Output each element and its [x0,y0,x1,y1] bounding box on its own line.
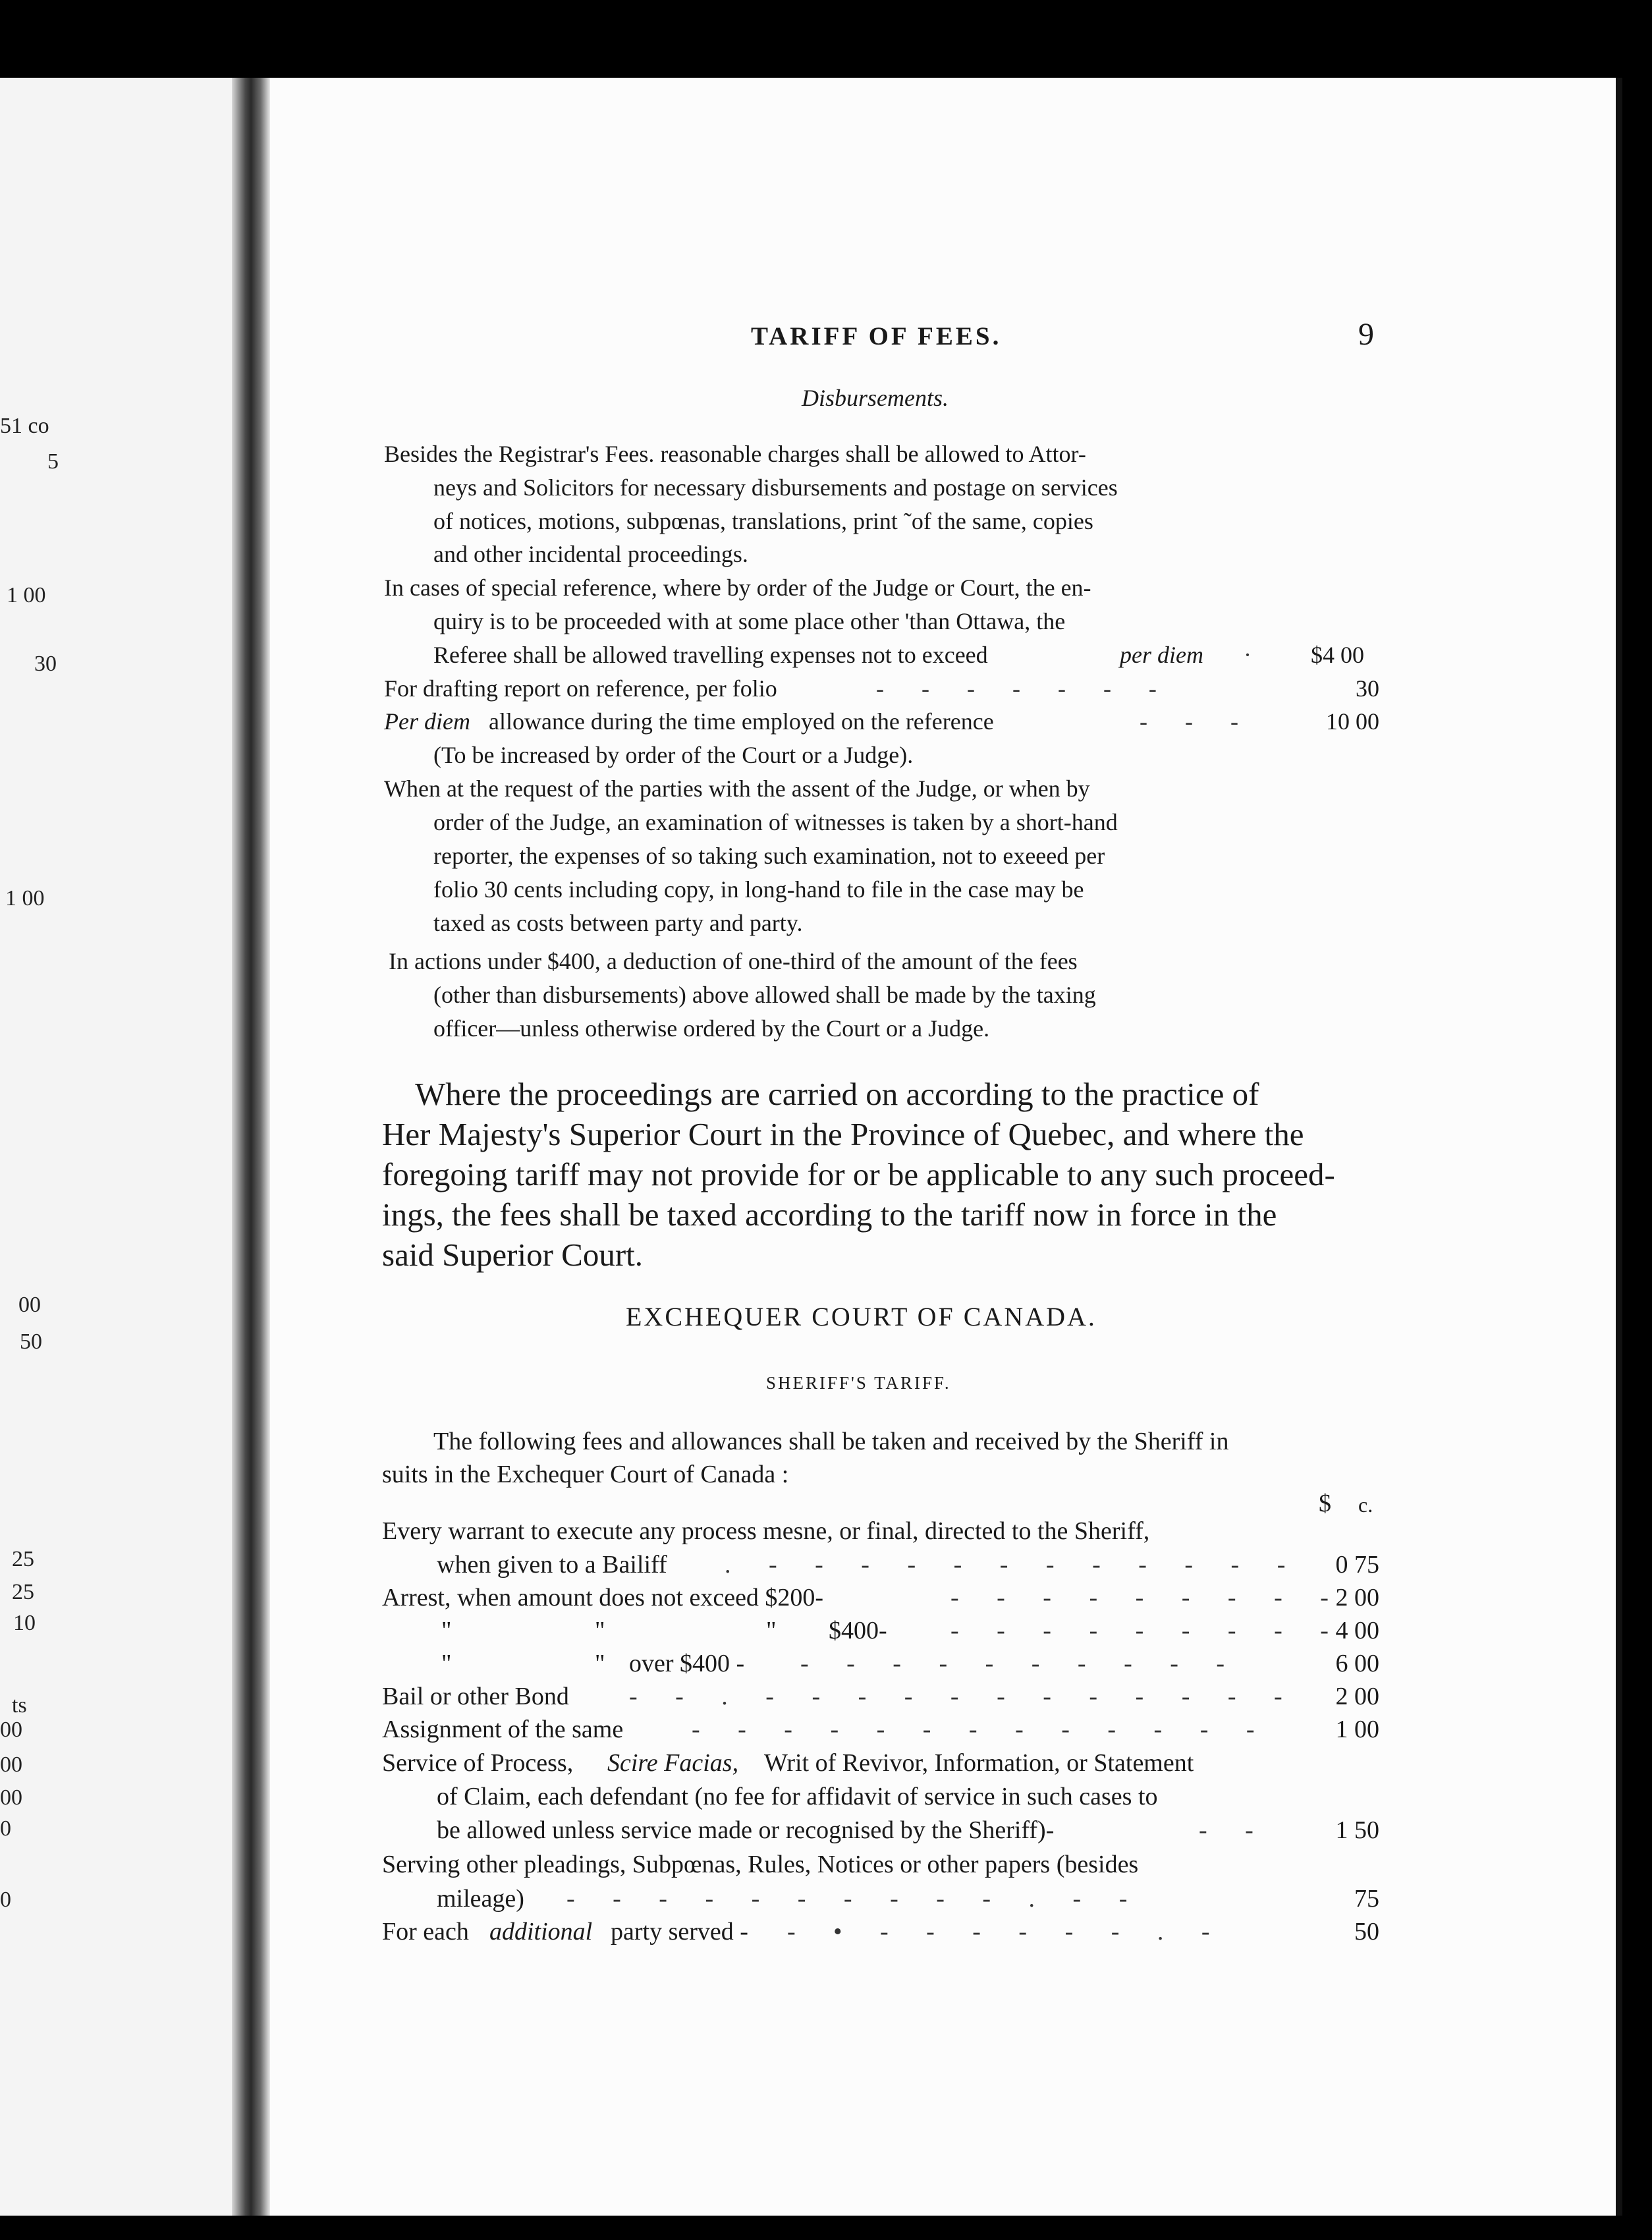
margin-number: 50 [20,1330,42,1354]
fee-row [0,641,1652,674]
column-header-dollars: $ [1319,1490,1331,1517]
fee-row [0,1715,1652,1748]
margin-number: 25 [12,1547,34,1571]
fee-description: $400- [829,1617,887,1644]
margin-number: 00 [0,1718,22,1742]
text-line: officer—unless otherwise ordered by the Court or a Judge. [433,1015,990,1042]
fee-description: Bail or other Bond [382,1683,569,1710]
fee-amount: 1 00 [1335,1716,1379,1743]
fee-amount: 0 75 [1335,1551,1379,1579]
fee-description: of Claim, each defendant (no fee for affidavit of service in such cases to [437,1783,1158,1810]
fee-description-italic: additional [489,1918,593,1946]
text-line: In cases of special reference, where by order of the Judge or Court, the en- [384,574,1091,601]
leader-dots: - - - [1140,708,1254,735]
paragraph-line: ings, the fees shall be taxed according to the tariff now in force in the [382,1196,1277,1233]
margin-number: 0 [0,1888,11,1912]
fee-row [0,1682,1652,1715]
fee-description: be allowed unless service made or recognised by the Sheriff)- [437,1816,1055,1844]
paragraph-line: Where the proceedings are carried on according to the practice of [415,1076,1259,1112]
fee-amount: 2 00 [1335,1584,1379,1611]
fee-amount: 4 00 [1335,1617,1379,1644]
leader-dots: - - - - - - - [876,675,1172,702]
fee-amount: 50 [1354,1918,1379,1946]
text-line: and other incidental proceedings. [433,541,748,567]
margin-number: 5 [47,449,59,474]
fee-description-italic: per diem [1120,642,1203,668]
leader-dots: - - - - - - - - - - - - - [692,1716,1271,1743]
fee-description-italic: Scire Facias, [607,1749,739,1777]
margin-number: 1 00 [5,886,45,910]
margin-number: 1 00 [7,583,46,607]
fee-row [0,1649,1652,1682]
fee-description-italic: Per diem [384,708,470,735]
fee-description: Arrest, when amount does not exceed $200- [382,1584,824,1611]
fee-row [0,675,1652,708]
fee-description: party served - [611,1918,748,1946]
ditto-mark: " [441,1617,452,1644]
leader-dots: - • - - - - - - . - [787,1918,1226,1946]
subheading-sheriffs-tariff: SHERIFF'S TARIFF. [766,1373,951,1393]
text-line: (other than disbursements) above allowed shall be made by the taxing [433,982,1096,1008]
fee-description: allowance during the time employed on the reference [489,708,994,735]
text-line: folio 30 cents including copy, in long-hand to file in the case may be [433,876,1084,903]
fee-amount: 1 50 [1335,1816,1379,1844]
section-heading-disbursements: Disbursements. [802,385,949,411]
fee-row [0,1884,1652,1917]
text-line: taxed as costs between party and party. [433,910,803,936]
text-line: When at the request of the parties with the assent of the Judge, or when by [384,775,1090,802]
leader-dots: . - - - - - - - - - - - - [725,1551,1302,1579]
text-line: neys and Solicitors for necessary disbursements and postage on services [433,474,1118,501]
text-line: reporter, the expenses of so taking such examination, not to exeeed per [433,843,1105,869]
fee-description: Writ of Revivor, Information, or Statement [764,1749,1194,1777]
fee-amount: $4 00 [1311,642,1364,668]
fee-amount: 75 [1354,1885,1379,1913]
section-heading-exchequer: EXCHEQUER COURT OF CANADA. [626,1302,1097,1331]
fee-description: For drafting report on reference, per folio [384,675,777,702]
fee-row [0,1583,1652,1616]
paragraph-line: foregoing tariff may not provide for or be applicable to any such proceed- [382,1156,1335,1192]
leader-dots: - - - - - - - - - - . - - [566,1885,1143,1913]
ditto-mark: " [595,1650,605,1677]
margin-number: 0 [0,1816,11,1841]
scan-border-bottom [0,2216,1652,2240]
margin-number: 51 co [0,414,49,438]
leader-dots: - - [1199,1816,1269,1844]
fee-description: Service of Process, [382,1749,574,1777]
leader-dots: - - - - - - - - - - [800,1650,1241,1677]
ditto-mark: " [766,1617,777,1644]
intro-line: The following fees and allowances shall be taken and received by the Sheriff in [433,1428,1229,1455]
fee-description: Referee shall be allowed travelling expenses not to exceed [433,642,988,668]
leader-dots: - - - - - - - - - [950,1584,1344,1611]
page-number: 9 [1358,317,1374,352]
text-line: quiry is to be proceeded with at some place other 'than Ottawa, the [433,608,1066,634]
leader-dots: - - - - - - - - - [950,1617,1344,1644]
fee-description: Assignment of the same [382,1716,624,1743]
fee-row [0,1749,1652,1781]
running-head: TARIFF OF FEES. [751,322,1002,350]
ditto-mark: " [595,1617,605,1644]
fee-description: Serving other pleadings, Subpœnas, Rules, Notices or other papers (besides [382,1851,1139,1878]
fee-amount: 30 [1356,675,1379,702]
margin-number: 00 [18,1293,41,1317]
paragraph-line: Her Majesty's Superior Court in the Province of Quebec, and where the [382,1116,1304,1152]
leader-dots: · [1244,642,1267,668]
margin-number: 10 [13,1611,36,1635]
fee-row [0,708,1652,741]
fee-row [0,1550,1652,1583]
fee-description: when given to a Bailiff [437,1551,667,1579]
fee-description: mileage) [437,1885,524,1913]
text-line: (To be increased by order of the Court or a Judge). [433,742,914,768]
fee-description: Every warrant to execute any process mesne, or final, directed to the Sheriff, [382,1517,1150,1545]
leader-dots: - - . - - - - - - - - - - - - [629,1683,1298,1710]
margin-number: 00 [0,1785,22,1810]
fee-row [0,1616,1652,1649]
fee-row [0,1917,1652,1950]
intro-line: suits in the Exchequer Court of Canada : [382,1461,789,1488]
margin-number: ts [12,1693,27,1718]
text-line: Besides the Registrar's Fees. reasonable charges shall be allowed to Attor- [384,441,1086,467]
text-line: order of the Judge, an examination of witnesses is taken by a short-hand [433,809,1118,835]
margin-number: 30 [34,652,57,676]
fee-amount: 6 00 [1335,1650,1379,1677]
margin-number: 00 [0,1752,22,1777]
text-line: In actions under $400, a deduction of one-third of the amount of the fees [389,948,1078,974]
text-line: of notices, motions, subpœnas, translations, print ˜of the same, copies [433,508,1093,534]
fee-row [0,1816,1652,1849]
fee-amount: 10 00 [1326,708,1379,735]
fee-amount: 2 00 [1335,1683,1379,1710]
ditto-mark: " [441,1650,452,1677]
fee-description: For each [382,1918,469,1946]
paragraph-line: said Superior Court. [382,1237,644,1273]
column-header-cents: c. [1358,1493,1373,1517]
fee-description: over $400 - [629,1650,745,1677]
margin-number: 25 [12,1580,34,1604]
